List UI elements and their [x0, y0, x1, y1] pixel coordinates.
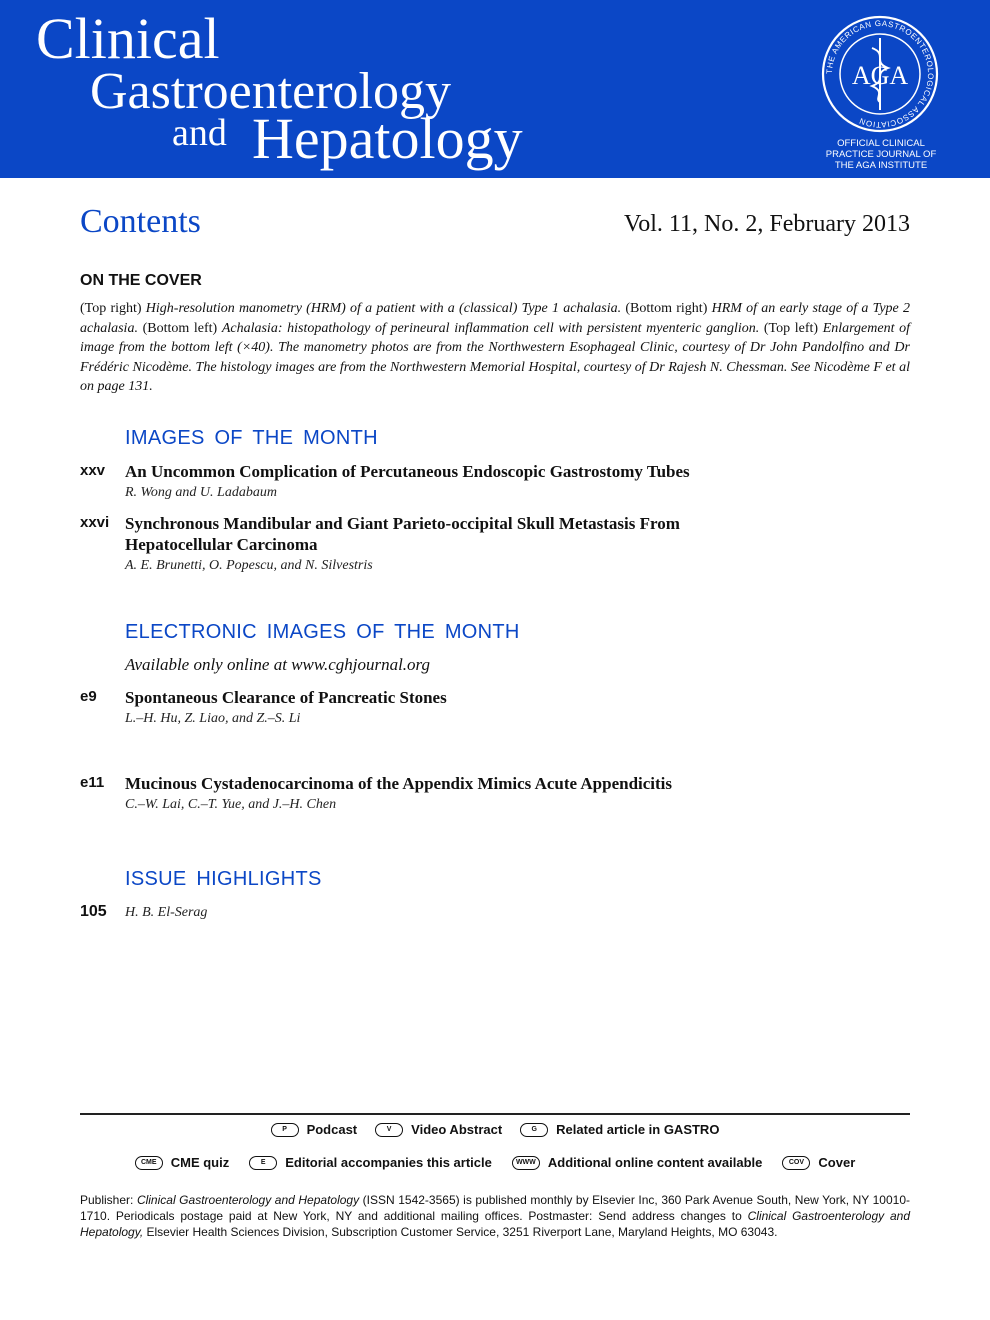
article-title-link[interactable]: Spontaneous Clearance of Pancreatic Stones: [125, 688, 447, 707]
cover-heading: ON THE COVER: [80, 272, 202, 289]
video-abstract-icon: V: [375, 1123, 403, 1137]
seal-ring-text: THE AMERICAN GASTROENTEROLOGICAL ASSOCIATION: [824, 18, 936, 130]
legend-row-1: [80, 1122, 910, 1137]
podcast-icon: P: [271, 1123, 299, 1137]
legend-editorial: E Editorial accompanies this article: [249, 1155, 492, 1170]
aga-seal-logo: [820, 14, 940, 134]
page-number: xxvi: [80, 514, 110, 531]
seal-letters: AGA: [851, 61, 909, 90]
images-of-month-heading: IMAGES OF THE MONTH: [125, 427, 378, 449]
journal-title-line1: Clinical: [36, 6, 220, 71]
legend-video-abstract: V Video Abstract: [375, 1122, 502, 1137]
online-only-note: Available only online at www.cghjournal.org: [125, 655, 431, 674]
volume-info: Vol. 11, No. 2, February 2013: [624, 211, 910, 237]
legend-cme-quiz: CME CME quiz: [135, 1155, 230, 1170]
cover-description: (Top right) High-resolution manometry (HRM) of a patient with a (classical) Type 1 achalasia. (Bottom right) HRM of an early stage of a Type 2 achalasia. (Bottom left) Achalasia: histopathology of perineural inflammation cell with persistent myenteric ganglion. (Top left) Enlargement of image from the bottom left (×40). The manometry photos are from the Northwestern Esophageal Clinic, courtesy of Dr John Pandolfino and Dr Frédéric Nicodème. The histology images are from the Northwestern Memorial Hospital, courtesy of Dr Rajesh N. Chessman. See Nicodème F et al on page 131.: [80, 301, 911, 394]
seal-caption: OFFICIAL CLINICAL PRACTICE JOURNAL OF THE AGA INSTITUTE: [825, 138, 937, 171]
article-authors: L.–H. Hu, Z. Liao, and Z.–S. Li: [125, 711, 301, 726]
cover-icon: COV: [782, 1156, 810, 1170]
legend-online-content: WWW Additional online content available: [512, 1155, 763, 1170]
journal-banner: [0, 0, 990, 178]
journal-title-and: and: [172, 112, 227, 154]
legend-gastro: G Related article in GASTRO: [520, 1122, 719, 1137]
legend-cover: COV Cover: [782, 1155, 855, 1170]
online-content-icon: WWW: [512, 1156, 540, 1170]
cme-quiz-icon: CME: [135, 1156, 163, 1170]
electronic-images-heading: ELECTRONIC IMAGES OF THE MONTH: [125, 621, 520, 643]
page-number: xxv: [80, 462, 106, 479]
editorial-icon: E: [249, 1156, 277, 1170]
legend-row-2: [80, 1155, 910, 1170]
publisher-info: Publisher: Clinical Gastroenterology and Hepatology (ISSN 1542-3565) is published monthly by Elsevier Inc, 360 Park Avenue South, New York, NY 10010-1710. Periodicals postage paid at New York, NY and additional mailing offices. Postmaster: Send address changes to Clinical Gastroenterology and Hepatology, Elsevier Health Sciences Division, Subscription Customer Service, 3251 Riverport Lane, Maryland Heights, MO 63043.: [80, 1193, 910, 1239]
page-number: 105: [80, 903, 107, 920]
article-title-link[interactable]: Synchronous Mandibular and Giant Parieto-occipital Skull Metastasis From Hepatocellular Carcinoma: [125, 514, 680, 554]
page-number: e9: [80, 688, 97, 705]
journal-title-line2: Gastroenterology: [90, 63, 452, 120]
issue-highlights-heading: ISSUE HIGHLIGHTS: [125, 868, 322, 890]
legend-podcast: P Podcast: [271, 1122, 358, 1137]
journal-title-line3: Hepatology: [252, 106, 523, 171]
page-number: e11: [80, 774, 105, 791]
article-authors: R. Wong and U. Ladabaum: [125, 485, 277, 500]
article-title-link[interactable]: Mucinous Cystadenocarcinoma of the Appendix Mimics Acute Appendicitis: [125, 774, 673, 793]
gastro-related-icon: G: [520, 1123, 548, 1137]
article-authors-link[interactable]: H. B. El-Serag: [125, 905, 208, 920]
footer-rule: [80, 1113, 910, 1115]
article-authors: A. E. Brunetti, O. Popescu, and N. Silvestris: [125, 558, 373, 573]
contents-title: Contents: [80, 203, 201, 240]
article-title-link[interactable]: An Uncommon Complication of Percutaneous Endoscopic Gastrostomy Tubes: [125, 462, 690, 481]
article-authors: C.–W. Lai, C.–T. Yue, and J.–H. Chen: [125, 797, 337, 812]
